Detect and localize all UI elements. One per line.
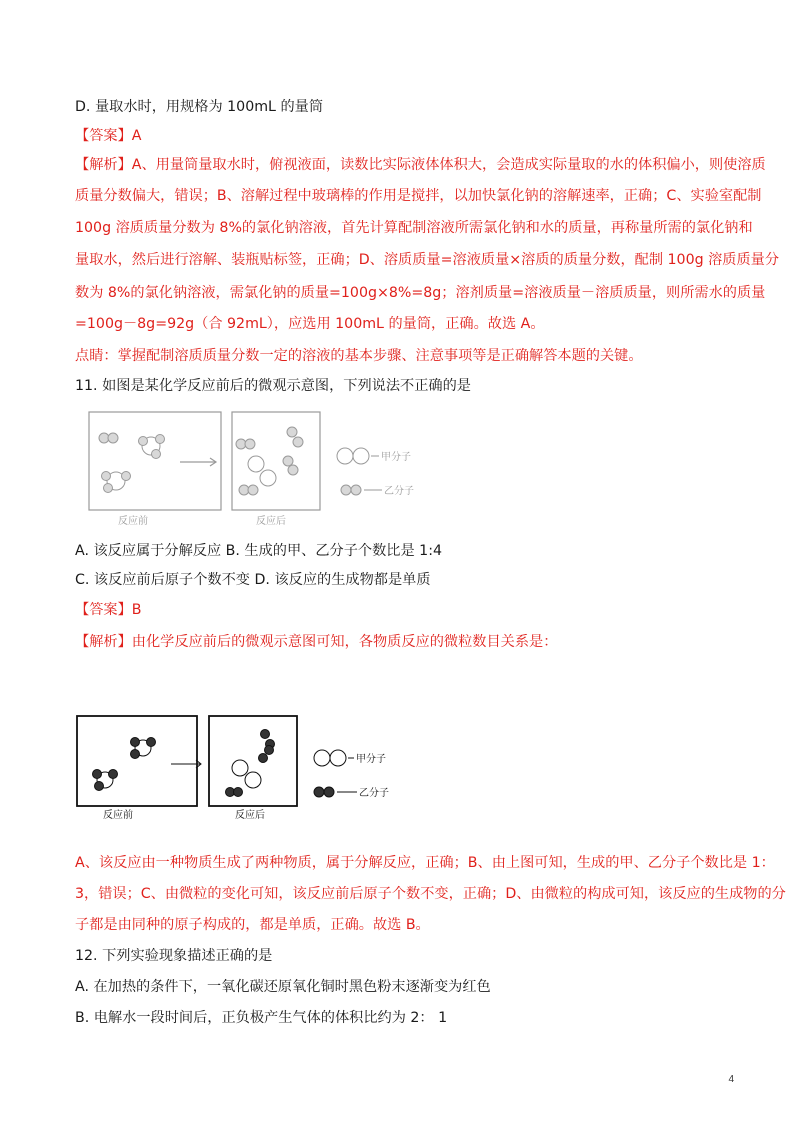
analysis-before-box — [77, 716, 197, 806]
q10-analysis-line-5: 数为 8%的氯化钠溶液，需氯化钠的质量=100g×8%=8g；溶剂质量=溶液质量－溶质质量，则所需水的质量 — [75, 285, 766, 301]
q10-analysis-line-4: 量取水，然后进行溶解、装瓶贴标签，正确；D、溶质质量=溶液质量×溶质的质量分数，配制 100g 溶质质量分 — [75, 252, 780, 268]
analysis-legend-b-label: 乙分子 — [359, 788, 389, 799]
q11-stem: 11. 如图是某化学反应前后的微观示意图，下列说法不正确的是 — [75, 378, 471, 394]
q11-options-row-2: C. 该反应前后原子个数不变 D. 该反应的生成物都是单质 — [75, 572, 431, 588]
analysis-legend-a-label: 甲分子 — [356, 754, 386, 765]
q11-analysis-intro: 【解析】由化学反应前后的微观示意图可知，各物质反应的微粒数目关系是： — [75, 634, 558, 650]
analysis-after-label: 反应后 — [235, 810, 265, 821]
page-number: 4 — [728, 1074, 734, 1085]
q11-reaction-diagram — [88, 406, 448, 530]
q11-reaction-figure — [88, 406, 448, 530]
q11-analysis-figure — [75, 712, 415, 822]
analysis-before-label: 反应前 — [103, 810, 133, 821]
analysis-after-box — [209, 716, 297, 806]
after-label: 反应后 — [256, 516, 286, 527]
q10-answer: 【答案】A — [75, 128, 142, 144]
q10-analysis-line-1: 【解析】A、用量筒量取水时，俯视液面，读数比实际液体体积大，会造成实际量取的水的体积偏小，则使溶质 — [75, 157, 766, 173]
q11-analysis-diagram — [75, 712, 415, 822]
q11-answer: 【答案】B — [75, 602, 142, 618]
q10-analysis-line-3: 100g 溶质质量分数为 8%的氯化钠溶液，首先计算配制溶液所需氯化钠和水的质量，再称量所需的氯化钠和 — [75, 220, 753, 236]
q12-option-a: A. 在加热的条件下，一氧化碳还原氧化铜时黑色粉末逐渐变为红色 — [75, 979, 491, 995]
q11-analysis-line-3: 子都是由同种的原子构成的，都是单质，正确。故选 B。 — [75, 917, 430, 933]
q11-analysis-line-1: A、该反应由一种物质生成了两种物质，属于分解反应，正确；B、由上图可知，生成的甲、乙分子个数比是 1： — [75, 855, 775, 871]
q10-tip: 点睛：掌握配制溶质质量分数一定的溶液的基本步骤、注意事项等是正确解答本题的关键。 — [75, 348, 643, 364]
legend-a-label: 甲分子 — [381, 452, 411, 463]
before-label: 反应前 — [118, 516, 148, 527]
q10-analysis-line-2: 质量分数偏大，错误；B、溶解过程中玻璃棒的作用是搅拌，以加快氯化钠的溶解速率，正确；C、实验室配制 — [75, 188, 762, 204]
legend-b-label: 乙分子 — [384, 486, 414, 497]
q10-option-d: D. 量取水时，用规格为 100mL 的量筒 — [75, 99, 324, 115]
q11-analysis-line-2: 3，错误；C、由微粒的变化可知，该反应前后原子个数不变，正确；D、由微粒的构成可知，该反应的生成物的分 — [75, 886, 786, 902]
q12-option-b: B. 电解水一段时间后，正负极产生气体的体积比约为 2： 1 — [75, 1010, 448, 1026]
q12-stem: 12. 下列实验现象描述正确的是 — [75, 948, 273, 964]
q11-options-row-1: A. 该反应属于分解反应 B. 生成的甲、乙分子个数比是 1:4 — [75, 543, 443, 559]
before-box — [89, 412, 221, 510]
q10-analysis-line-6: =100g－8g=92g（合 92mL），应选用 100mL 的量筒，正确。故选 A。 — [75, 316, 545, 332]
